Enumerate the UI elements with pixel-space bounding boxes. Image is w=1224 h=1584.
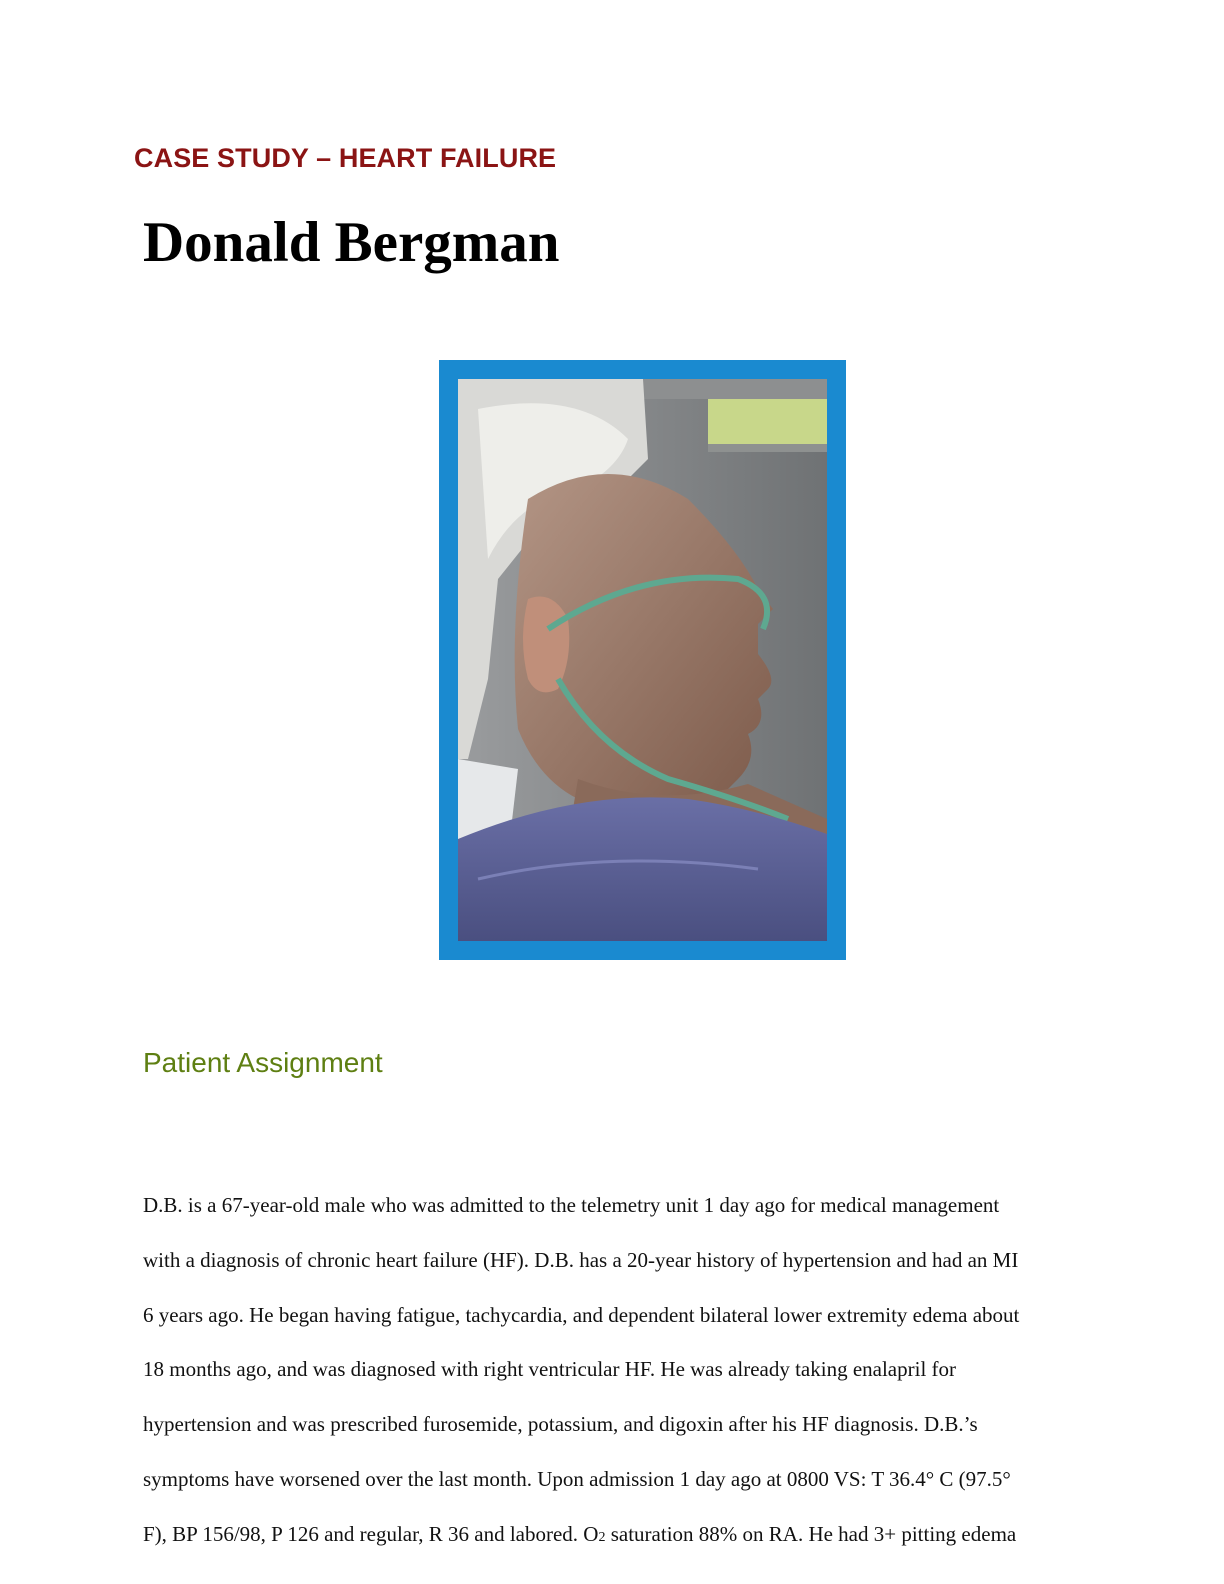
- section-heading-patient-assignment: Patient Assignment: [143, 1047, 383, 1078]
- patient-photo: [458, 379, 827, 941]
- paragraph-line: [143, 1507, 1138, 1566]
- paragraph-line: 6 years ago. He began having fatigue, tachycardia, and dependent bilateral lower extremity edema about: [143, 1302, 1020, 1327]
- paragraph-line: D.B. is a 67-year-old male who was admitted to the telemetry unit 1 day ago for medical management: [143, 1193, 1000, 1217]
- case-study-kicker: CASE STUDY – HEART FAILURE: [134, 143, 557, 173]
- paragraph-line: symptoms have worsened over the last month. Upon admission 1 day ago at 0800 VS: T 36.4° C (97.5°: [143, 1466, 1011, 1491]
- paragraph-text: saturation 88% on RA. He had 3+ pitting edema: [605, 1521, 1017, 1546]
- subscript-text: 2: [598, 1529, 606, 1545]
- paragraph-line: 18 months ago, and was diagnosed with right ventricular HF. He was already taking enalapril for: [143, 1357, 957, 1382]
- paragraph-line: hypertension and was prescribed furosemide, potassium, and digoxin after his HF diagnosis. D.B.’s: [143, 1412, 978, 1437]
- patient-assignment-paragraph: [143, 1178, 1138, 1566]
- patient-photo-frame: [439, 360, 846, 960]
- paragraph-text: F), BP 156/98, P 126 and regular, R 36 and labored. O: [143, 1521, 599, 1546]
- patient-name-title: Donald Bergman: [143, 211, 560, 274]
- paragraph-line: with a diagnosis of chronic heart failure (HF). D.B. has a 20-year history of hypertension and had an MI: [143, 1247, 1019, 1272]
